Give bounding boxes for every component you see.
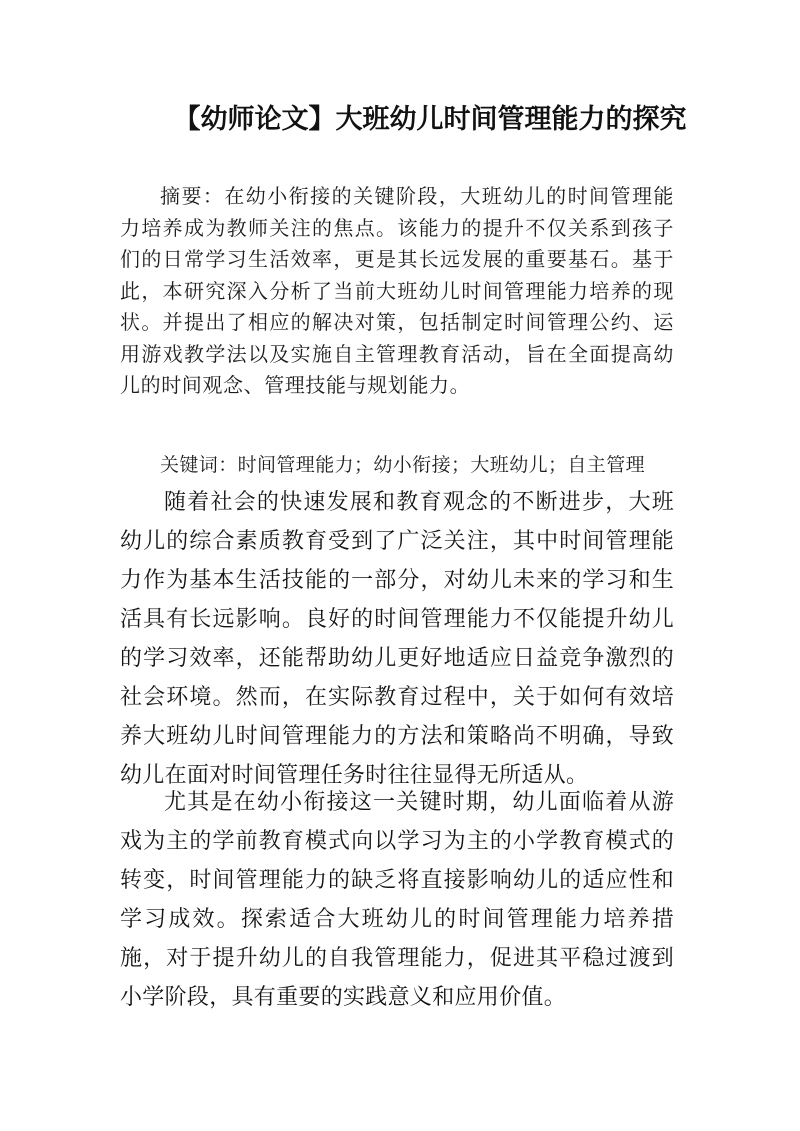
- document-title: 【幼师论文】大班幼儿时间管理能力的探究: [173, 104, 687, 135]
- abstract: 摘要：在幼小衔接的关键阶段，大班幼儿的时间管理能力培养成为教师关注的焦点。该能力的提升不仅关系到孩子们的日常学习生活效率，更是其长远发展的重要基石。基于此，本研究深入分析了当前大班幼儿时间管理能力培养的现状。并提出了相应的解决对策，包括制定时间管理公约、运用游戏教学法以及实施自主管理教育活动，旨在全面提高幼儿的时间观念、管理技能与规划能力。: [120, 184, 674, 397]
- keywords: 关键词：时间管理能力；幼小衔接；大班幼儿；自主管理: [160, 454, 646, 476]
- body-paragraph: 随着社会的快速发展和教育观念的不断进步，大班幼儿的综合素质教育受到了广泛关注，其中时间管理能力作为基本生活技能的一部分，对幼儿未来的学习和生活具有长远影响。良好的时间管理能力不仅能提升幼儿的学习效率，还能帮助幼儿更好地适应日益竞争激烈的社会环境。然而，在实际教育过程中，关于如何有效培养大班幼儿时间管理能力的方法和策略尚不明确，导致幼儿在面对时间管理任务时往往显得无所适从。: [120, 490, 674, 788]
- body-paragraph: 尤其是在幼小衔接这一关键时期，幼儿面临着从游戏为主的学前教育模式向以学习为主的小学教育模式的转变，时间管理能力的缺乏将直接影响幼儿的适应性和学习成效。探索适合大班幼儿的时间管理能力培养措施，对于提升幼儿的自我管理能力，促进其平稳过渡到小学阶段，具有重要的实践意义和应用价值。: [120, 790, 674, 1010]
